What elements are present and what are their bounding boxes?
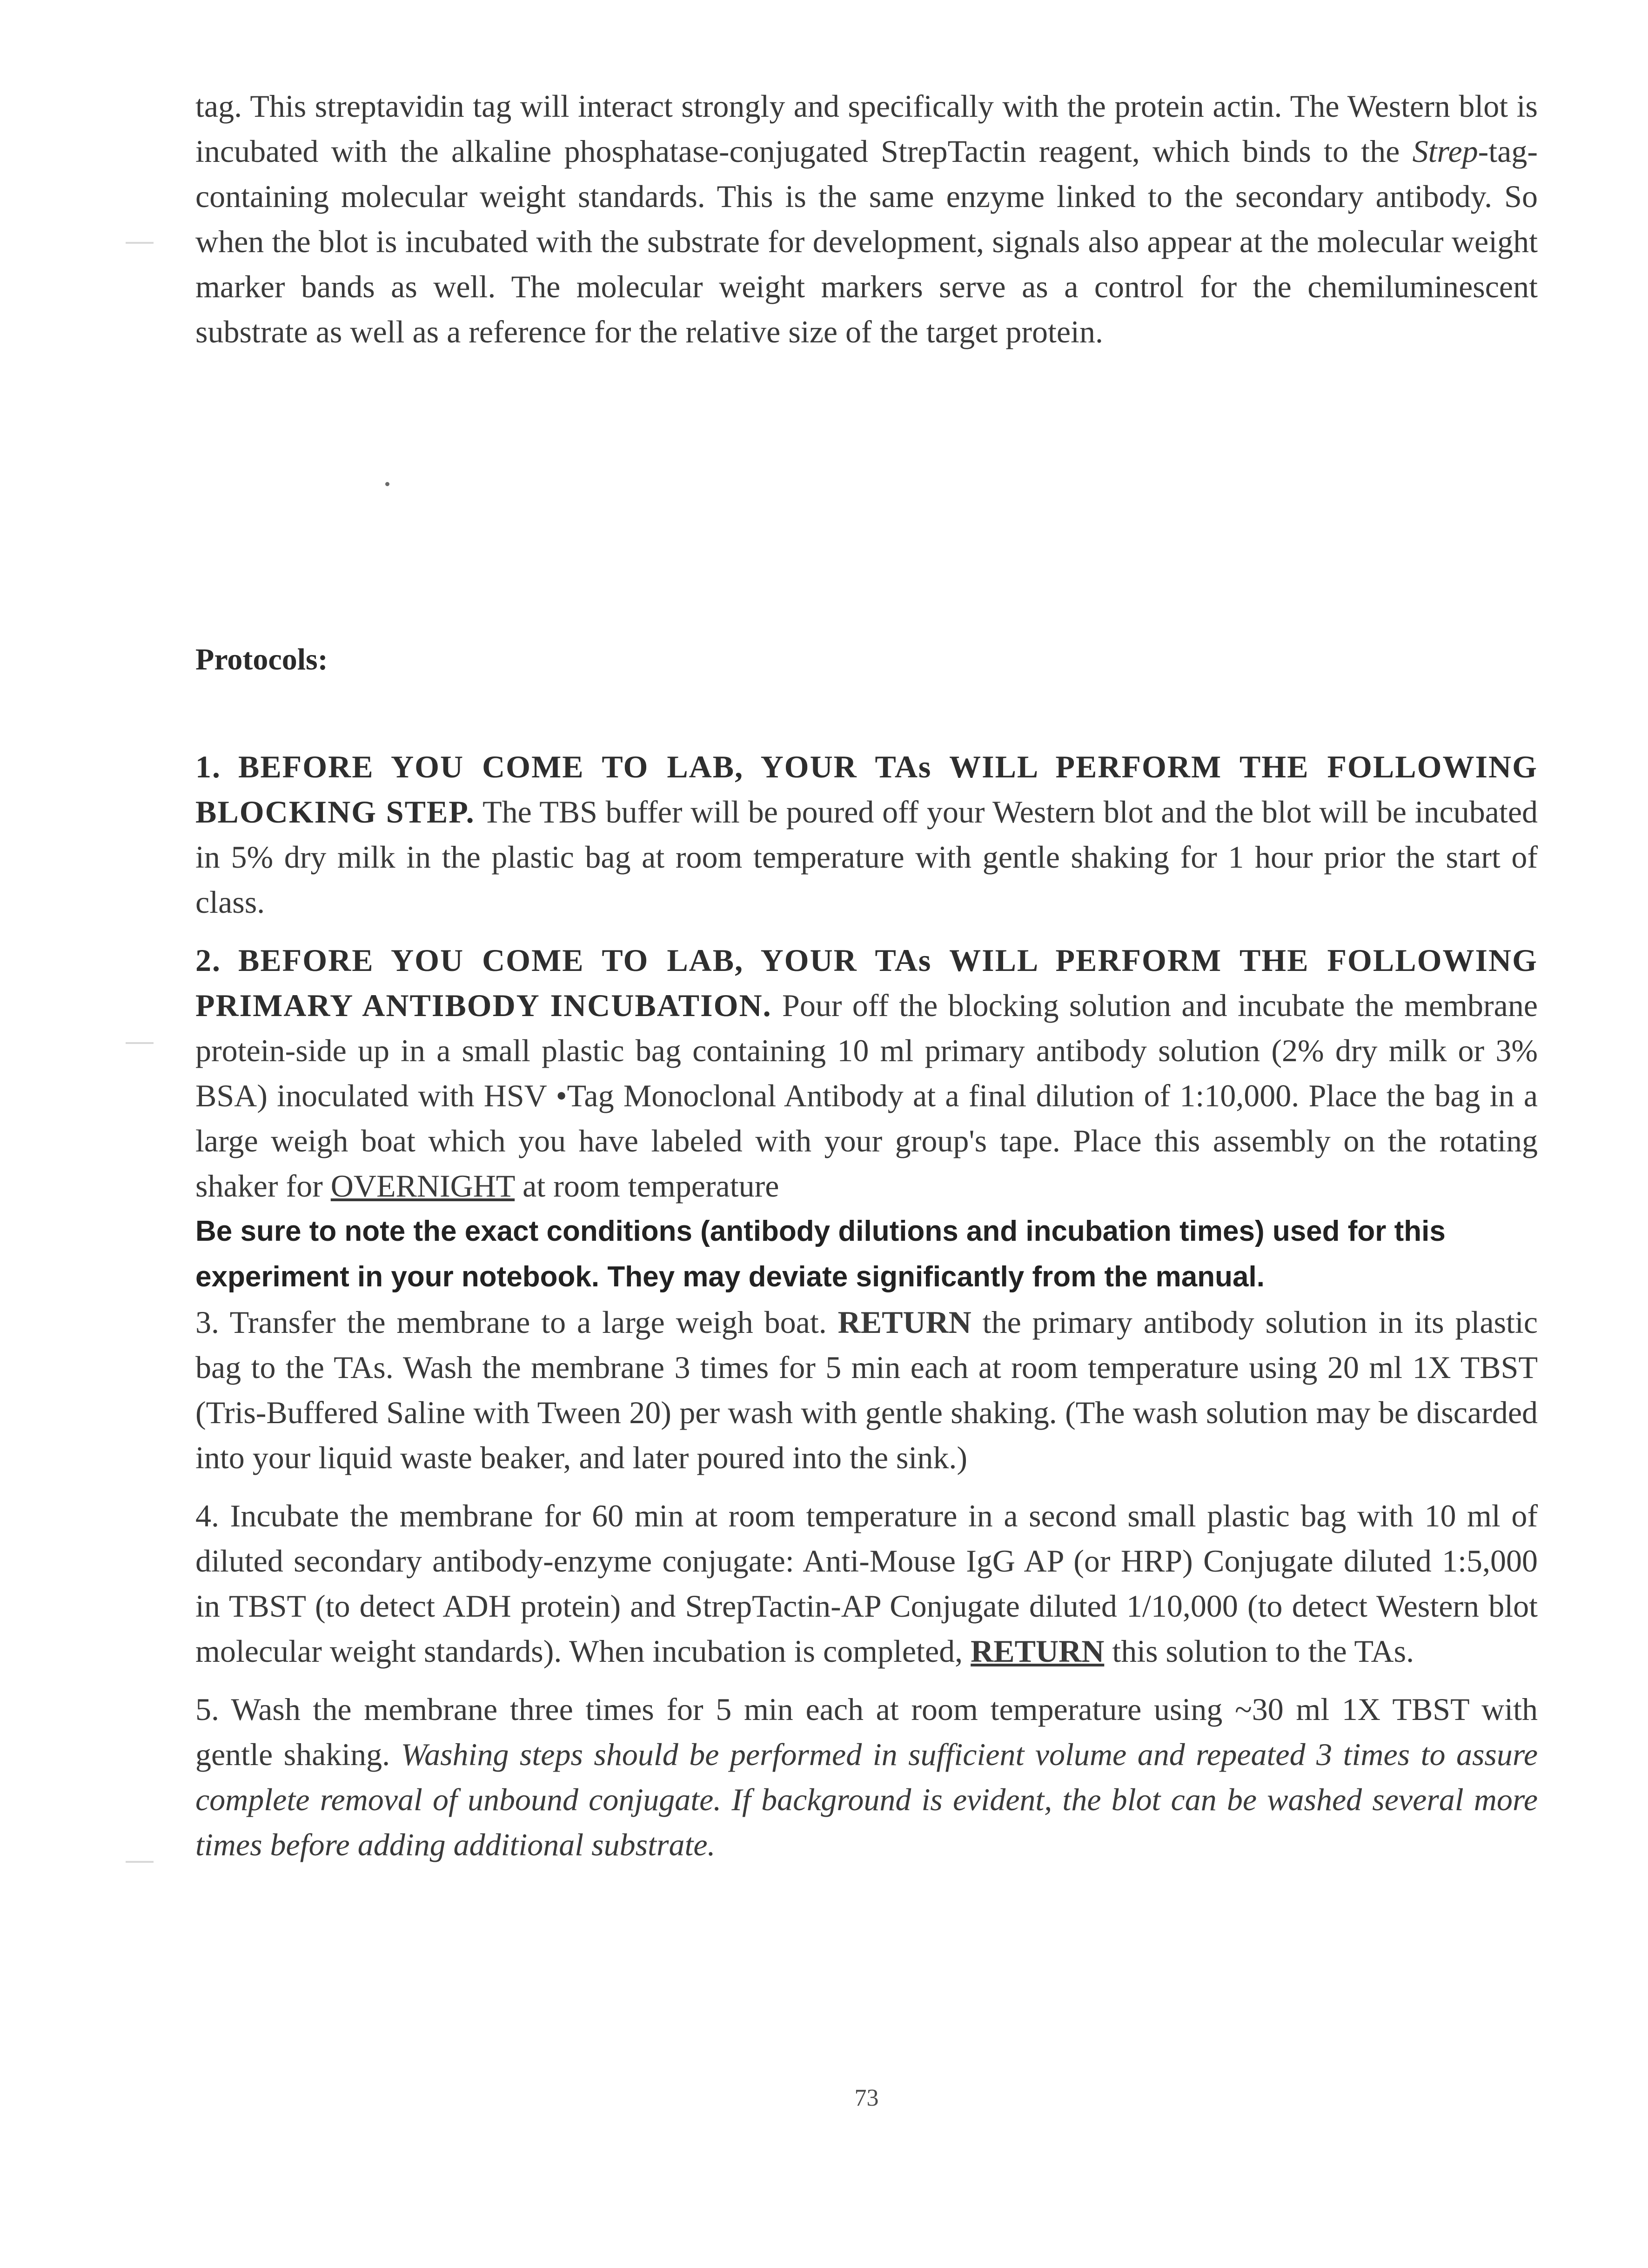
protocol-step-1	[195, 744, 1538, 925]
step-text-continued: this solution to the TAs.	[1112, 1633, 1414, 1669]
step-text-continued: at room temperature	[515, 1168, 779, 1204]
protocols-heading: Protocols:	[195, 642, 328, 676]
page-number: 73	[854, 2085, 879, 2111]
protocol-step-4	[195, 1493, 1538, 1674]
notebook-note: Be sure to note the exact conditions (antibody dilutions and incubation times) used for this experiment in your notebook. They may deviate significantly from the manual.	[195, 1215, 1446, 1293]
step-heading-caps: BEFORE YOU COME TO LAB, YOUR TAs WILL PERFORM THE FOLLOWING PRIMARY ANTIBODY INCUBATION.	[195, 943, 1538, 1023]
step-number: 5.	[195, 1692, 219, 1727]
scan-margin-mark	[126, 242, 154, 244]
overnight-underlined: OVERNIGHT	[330, 1168, 515, 1204]
document-page	[195, 84, 1538, 2111]
intro-text: tag. This streptavidin tag will interact strongly and specifically with the protein actin. The Western blot is incubated with the alkaline phosphatase-conjugated StrepTactin reagent, which binds to the	[195, 88, 1538, 169]
scan-margin-mark	[126, 1861, 154, 1863]
step-text: Pour off the blocking solution and incubate the membrane protein-side up in a small plastic bag containing 10 ml primary antibody solution (2% dry milk or 3% BSA) inoculated with HSV •Tag Monoclonal Antibody at a final dilution of 1:10,000. Place the bag in a large weigh boat which you have labeled with your group's tape. Place this assembly on the rotating shaker for	[195, 988, 1538, 1204]
protocol-step-3	[195, 1300, 1538, 1480]
step-text: Wash the membrane three times for 5 min each at room temperature using ~30 ml 1X TBST with gentle shaking.	[195, 1692, 1538, 1772]
scan-speck	[385, 482, 389, 486]
step-text: Transfer the membrane to a large weigh boat.	[229, 1305, 827, 1340]
step-text-continued: the primary antibody solution in its plastic bag to the TAs. Wash the membrane 3 times for 5 min each at room temperature using 20 ml 1X TBST (Tris-Buffered Saline with Tween 20) per wash with gentle shaking. (The wash solution may be discarded into your liquid waste beaker, and later poured into the sink.)	[195, 1305, 1538, 1475]
step-text: The TBS buffer will be poured off your Western blot and the blot will be incubated in 5% dry milk in the plastic bag at room temperature with gentle shaking for 1 hour prior the start of class.	[195, 794, 1538, 920]
return-bold: RETURN	[837, 1305, 971, 1340]
step-italic-text: Washing steps should be performed in sufficient volume and repeated 3 times to assure complete removal of unbound conjugate. If background is evident, the blot can be washed several more times before adding additional substrate.	[195, 1737, 1538, 1862]
protocol-step-5	[195, 1687, 1538, 1867]
intro-text-continued: tag-containing molecular weight standards. This is the same enzyme linked to the secondary antibody. So when the blot is incubated with the substrate for development, signals also appear at the molecular weight marker bands as well. The molecular weight markers serve as a control for the chemiluminescent substrate as well as a reference for the relative size of the target protein.	[195, 134, 1538, 349]
intro-paragraph	[195, 84, 1538, 355]
intro-italic-text: Strep-	[1412, 134, 1489, 169]
scan-margin-mark	[126, 1042, 154, 1044]
step-number: 1.	[195, 749, 221, 784]
protocol-step-2	[195, 938, 1538, 1209]
step-number: 2.	[195, 943, 221, 978]
step-number: 3.	[195, 1305, 219, 1340]
step-number: 4.	[195, 1498, 219, 1533]
step-heading-caps: BEFORE YOU COME TO LAB, YOUR TAs WILL PERFORM THE FOLLOWING BLOCKING STEP.	[195, 749, 1538, 830]
step-text: Incubate the membrane for 60 min at room temperature in a second small plastic bag with 10 ml of diluted secondary antibody-enzyme conjugate: Anti-Mouse IgG AP (or HRP) Conjugate diluted 1:5,000 in TBST (to detect ADH protein) and StrepTactin-AP Conjugate diluted 1/10,000 (to detect Western blot molecular weight standards). When incubation is completed,	[195, 1498, 1538, 1669]
protocol-steps	[195, 744, 1538, 1880]
return-bold-underlined: RETURN	[971, 1633, 1105, 1669]
